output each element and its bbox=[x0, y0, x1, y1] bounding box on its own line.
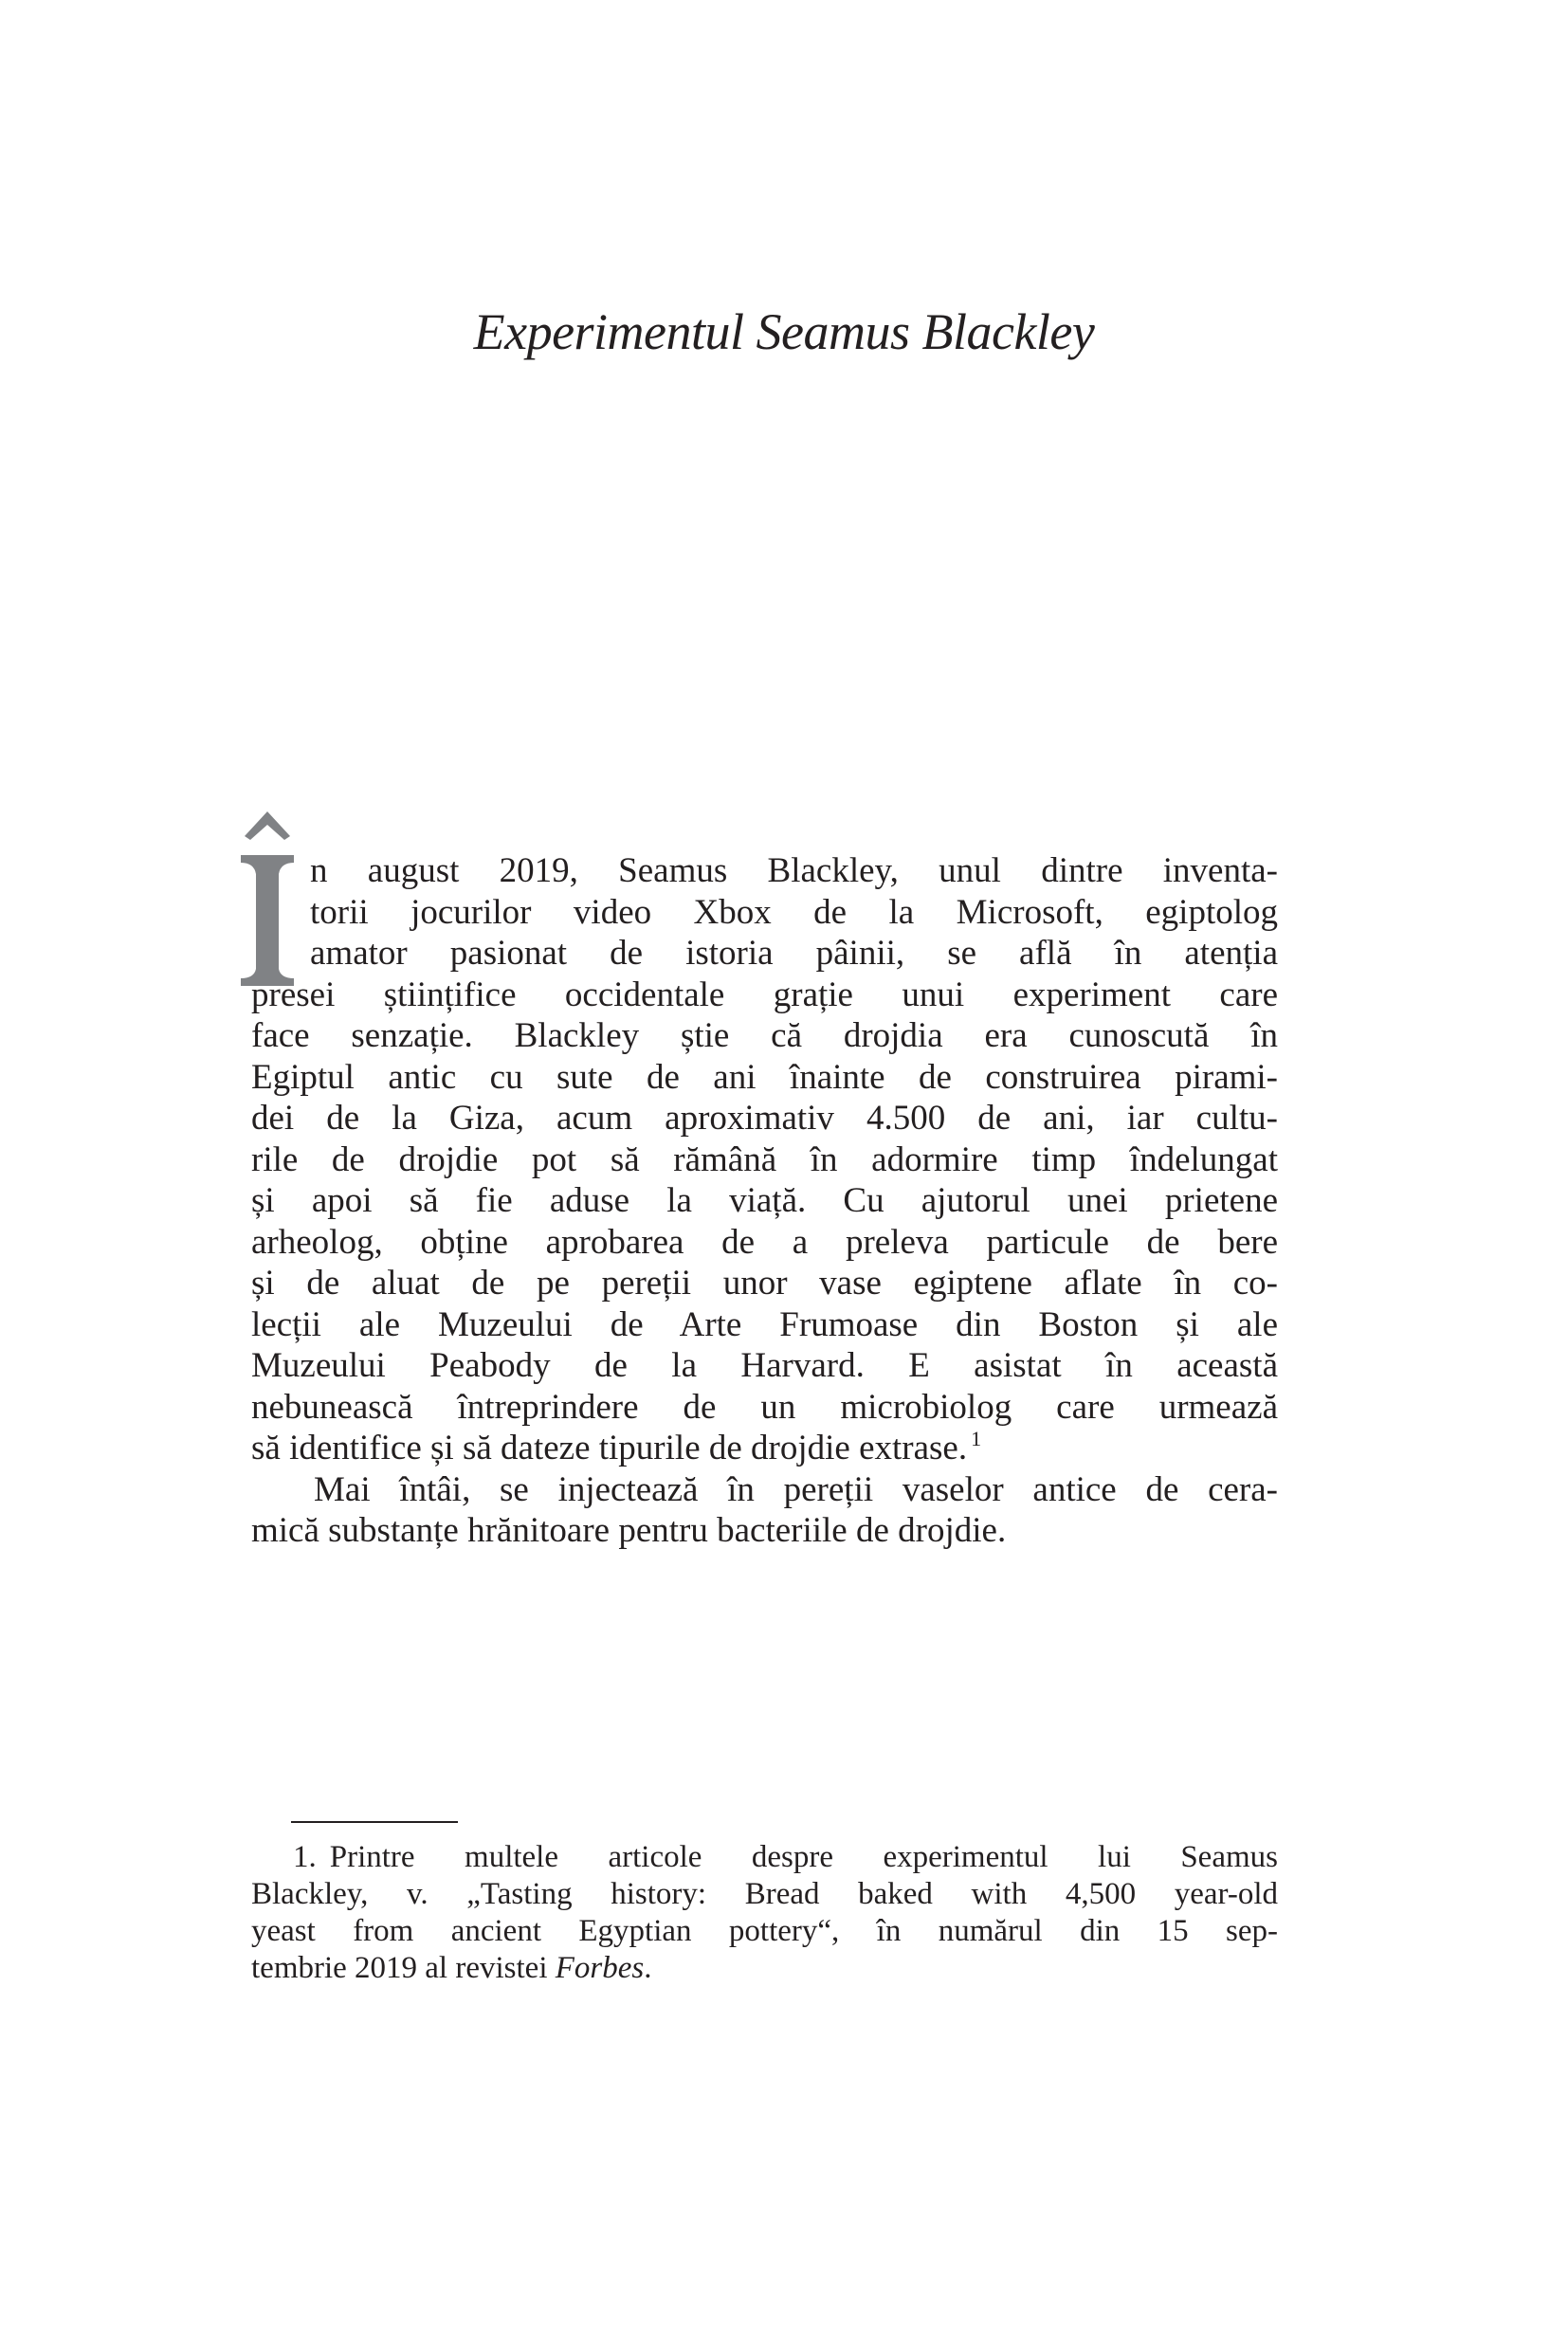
text-line: lecții ale Muzeului de Arte Frumoase din Boston și ale bbox=[251, 1304, 1278, 1344]
text-line: nebunească întreprindere de un microbiolog care urmează bbox=[251, 1387, 1278, 1427]
text-line: dei de la Giza, acum aproximativ 4.500 de ani, iar cultu- bbox=[251, 1099, 1278, 1138]
text-line: să identifice și să dateze tipurile de drojdie extrase. bbox=[251, 1429, 968, 1467]
text-line: n august 2019, Seamus Blackley, unul dintre inventa- bbox=[310, 851, 1278, 890]
footnote-line bbox=[251, 1839, 1278, 1876]
text-line: și apoi să fie aduse la viață. Cu ajutorul unei prietene bbox=[251, 1181, 1278, 1220]
footnote-text: Printre multele articole despre experimentul lui Seamus bbox=[329, 1840, 1278, 1874]
footnote-line: yeast from ancient Egyptian pottery“, în numărul din 15 sep- bbox=[251, 1914, 1278, 1948]
footnote-trailing: . bbox=[644, 1951, 652, 1985]
body-text bbox=[251, 850, 1278, 1552]
chapter-title: Experimentul Seamus Blackley bbox=[473, 303, 1095, 360]
footnote-text: tembrie 2019 al revistei bbox=[251, 1951, 556, 1985]
footnote-line: Blackley, v. „Tasting history: Bread baked with 4,500 year-old bbox=[251, 1877, 1278, 1911]
text-line: amator pasionat de istoria pâinii, se află în atenția bbox=[310, 934, 1278, 973]
text-line: torii jocurilor video Xbox de la Microsoft, egiptolog bbox=[310, 892, 1278, 932]
text-line: face senzație. Blackley știe că drojdia era cunoscută în bbox=[251, 1016, 1278, 1055]
footnote-separator bbox=[291, 1821, 458, 1823]
text-line: și de aluat de pe pereții unor vase egiptene aflate în co- bbox=[251, 1264, 1278, 1303]
footnote-source-title: Forbes bbox=[555, 1951, 645, 1985]
text-line: Egiptul antic cu sute de ani înainte de construirea pirami- bbox=[251, 1057, 1278, 1097]
text-line: mică substanțe hrănitoare pentru bacteriile de drojdie. bbox=[251, 1511, 1007, 1550]
footnote-number: 1. bbox=[293, 1840, 317, 1874]
text-line: rile de drojdie pot să rămână în adormire timp îndelungat bbox=[251, 1139, 1278, 1179]
footnote-line bbox=[251, 1950, 1278, 1987]
footnotes bbox=[251, 1839, 1278, 1987]
text-line: presei științifice occidentale grație unui experiment care bbox=[251, 975, 1278, 1014]
text-line: Mai întâi, se injectează în pereții vaselor antice de cera- bbox=[314, 1469, 1278, 1509]
text-line: arheolog, obține aprobarea de a preleva particule de bere bbox=[251, 1222, 1278, 1262]
footnote-reference[interactable]: 1 bbox=[971, 1427, 982, 1450]
text-line-with-footnote bbox=[251, 1428, 1278, 1469]
text-line: Muzeului Peabody de la Harvard. E asistat în această bbox=[251, 1346, 1278, 1385]
